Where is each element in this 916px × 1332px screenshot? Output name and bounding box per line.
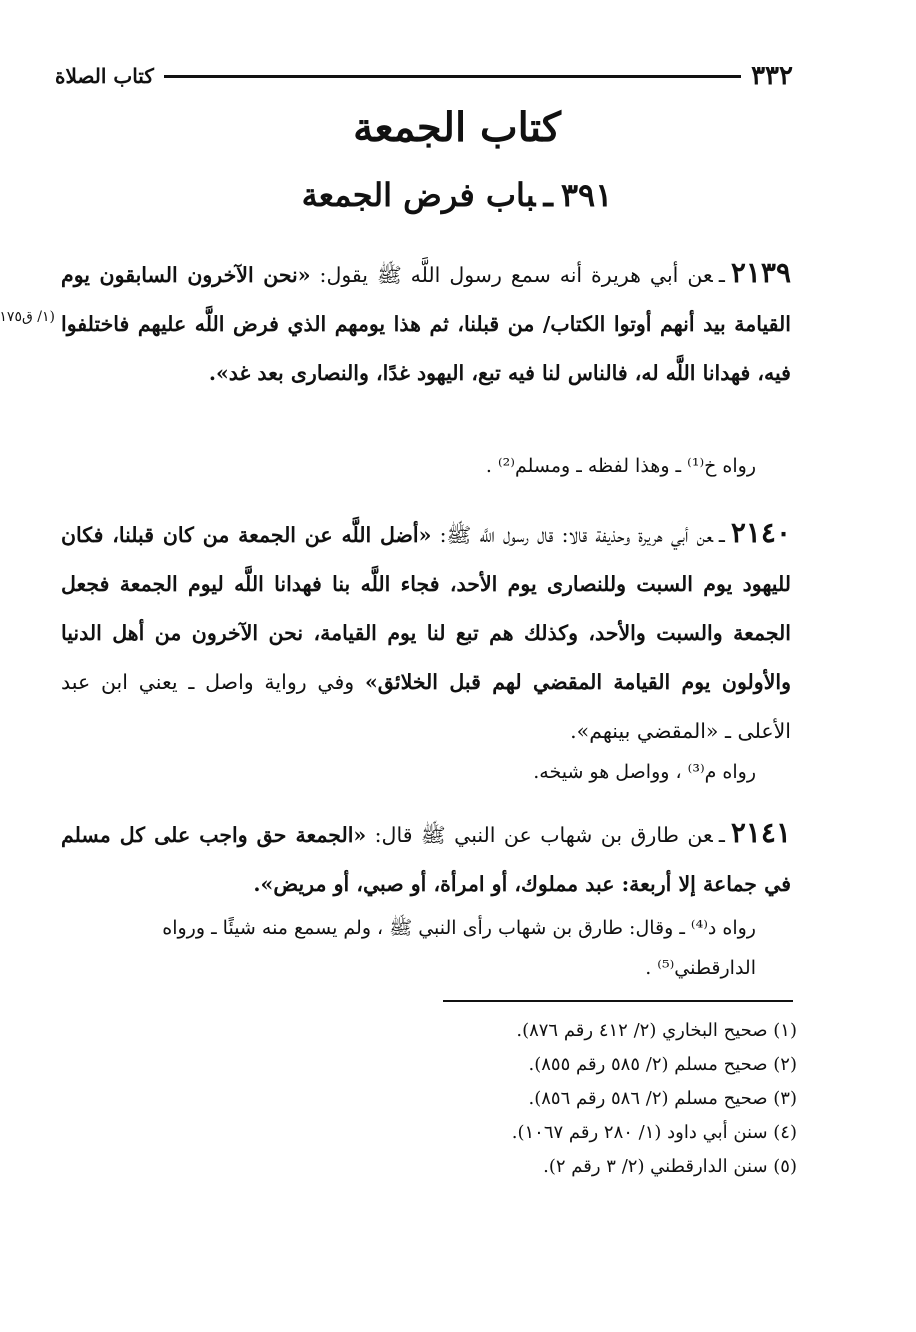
chapter-number: ٣٩١ xyxy=(561,176,614,214)
footnote-rule xyxy=(444,1000,794,1002)
footnotes xyxy=(300,1014,798,1184)
footnote-4: (٤) سنن أبي داود (١/ ٢٨٠ رقم ١٠٦٧). xyxy=(512,1122,798,1143)
hadith-number: ٢١٤١ xyxy=(731,816,792,849)
dash: ـ xyxy=(719,823,726,847)
footnote-2: (٢) صحيح مسلم (٢/ ٥٨٥ رقم ٨٥٥). xyxy=(529,1054,798,1075)
narration-2140: رواه م⁽³⁾ ، وواصل هو شيخه. xyxy=(534,761,757,783)
page-header xyxy=(56,56,794,96)
footnote-3: (٣) صحيح مسلم (٢/ ٥٨٦ رقم ٨٥٦). xyxy=(529,1088,798,1109)
header-rule xyxy=(165,75,742,78)
margin-note: (١/ ق١٧٥ xyxy=(0,309,56,325)
hadith-intro: عن أبي هريرة أنه سمع رسول اللَّه ﷺ يقول: xyxy=(320,263,714,287)
chapter-name: باب فرض الجمعة xyxy=(302,176,537,214)
narration-2139: رواه خ⁽¹⁾ ـ وهذا لفظه ـ ومسلم⁽²⁾ . xyxy=(486,455,757,477)
hadith-intro: عن أبي هريرة وحذيفة قالا: قال رسول اللَّه ﷺ: xyxy=(440,523,714,547)
book-title: كتاب الجمعة xyxy=(354,104,562,151)
chapter-title xyxy=(0,176,916,214)
hadith-2141 xyxy=(62,808,792,909)
narration-2141: رواه د⁽⁴⁾ ـ وقال: طارق بن شهاب رأى النبي ﷺ ، ولم يسمع منه شيئًا ـ ورواه الدارقطني⁽⁵⁾ . xyxy=(163,917,757,979)
hadith-2139 xyxy=(62,248,792,398)
running-title: كتاب الصلاة xyxy=(56,64,155,88)
page-number: ٣٣٢ xyxy=(752,61,794,91)
hadith-number: ٢١٤٠ xyxy=(731,516,792,549)
hadith-intro: عن طارق بن شهاب عن النبي ﷺ قال: xyxy=(375,823,714,847)
hadith-tail: وفي رواية واصل ـ يعني ابن عبد الأعلى ـ «المقضي بينهم». xyxy=(62,670,792,743)
chapter-dash: ـ xyxy=(544,176,554,214)
footnote-5: (٥) سنن الدارقطني (٢/ ٣ رقم ٢). xyxy=(544,1156,798,1177)
hadith-number: ٢١٣٩ xyxy=(731,256,792,289)
hadith-quote: «أضل اللَّه عن الجمعة من كان قبلنا، فكان لليهود يوم السبت وللنصارى يوم الأحد، فجاء اللَّه بنا فهدانا اللَّه ليوم الجمعة فجعل الجمعة والسبت والأحد، وكذلك هم تبع لنا يوم القيامة، نحن الآخرون من أهل الدنيا والأولون يوم القيامة المقضي لهم قبل الخلائق» xyxy=(62,523,792,694)
dash: ـ xyxy=(719,523,726,547)
hadith-quote: «الجمعة حق واجب على كل مسلم في جماعة إلا أربعة: عبد مملوك، أو امرأة، أو صبي، أو مريض». xyxy=(62,823,792,896)
dash: ـ xyxy=(719,263,726,287)
footnote-1: (١) صحيح البخاري (٢/ ٤١٢ رقم ٨٧٦). xyxy=(517,1020,798,1041)
hadith-2140 xyxy=(62,508,792,756)
hadith-quote: «نحن الآخرون السابقون يوم القيامة بيد أنهم أوتوا الكتاب/ من قبلنا، ثم هذا يومهم الذي فرض اللَّه عليهم فاختلفوا فيه، فهدانا اللَّه له، فالناس لنا فيه تبع، اليهود غدًا، والنصارى بعد غد». xyxy=(62,263,792,385)
